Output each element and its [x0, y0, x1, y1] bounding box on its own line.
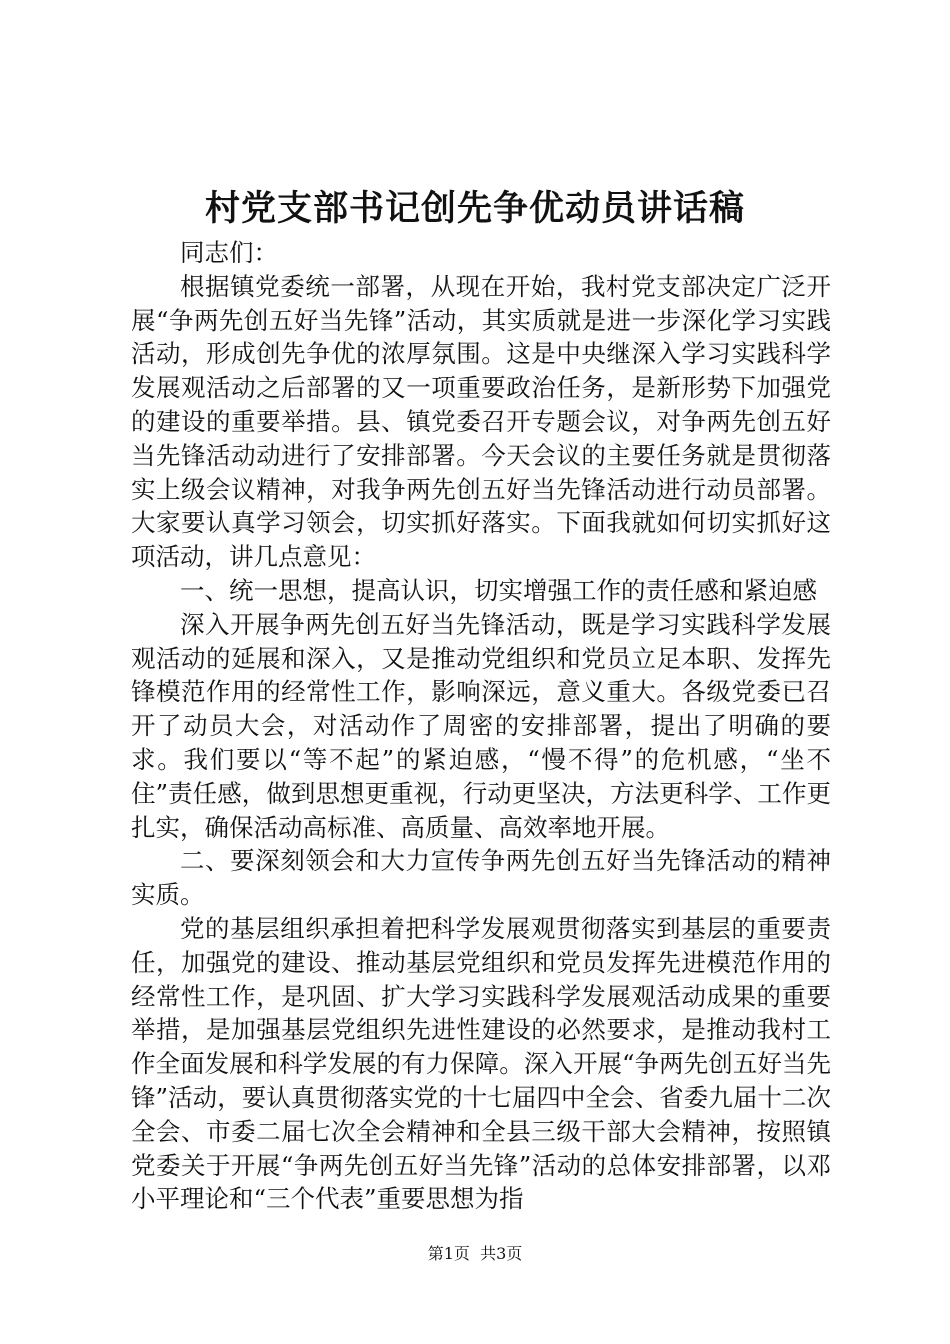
paragraph-section-2: 党的基层组织承担着把科学发展观贯彻落实到基层的重要责任，加强党的建设、推动基层党组织和党员发挥先进模范作用的经常性工作，是巩固、扩大学习实践科学发展观活动成果的重要举措，是加强基层党组织先进性建设的必然要求，是推动我村工作全面发展和科学发展的有力保障。深入开展“争两先创五好当先锋”活动，要认真贯彻落实党的十七届四中全会、省委九届十二次全会、市委二届七次全会精神和全县三级干部大会精神，按照镇党委关于开展“争两先创五好当先锋”活动的总体安排部署，以邓小平理论和“三个代表”重要思想为指: [131, 913, 831, 1214]
section-heading-1: 一、统一思想，提高认识，切实增强工作的责任感和紧迫感: [180, 575, 817, 605]
document-body: [131, 236, 831, 1216]
paragraph-intro: 根据镇党委统一部署，从现在开始，我村党支部决定广泛开展“争两先创五好当先锋”活动，其实质就是进一步深化学习实践活动，形成创先争优的浓厚氛围。这是中央继深入学习实践科学发展观活动之后部署的又一项重要政治任务，是新形势下加强党的建设的重要举措。县、镇党委召开专题会议，对争两先创五好当先锋活动动进行了安排部署。今天会议的主要任务就是贯彻落实上级会议精神，对我争两先创五好当先锋活动进行动员部署。大家要认真学习领会，切实抓好落实。下面我就如何切实抓好这项活动，讲几点意见：: [131, 271, 831, 572]
page-number: 第1页: [427, 1244, 470, 1263]
section-heading-2: 二、要深刻领会和大力宣传争两先创五好当先锋活动的精神实质。: [131, 846, 831, 910]
paragraph-section-1: 深入开展争两先创五好当先锋活动，既是学习实践科学发展观活动的延展和深入，又是推动党组织和党员立足本职、发挥先锋模范作用的经常性工作，影响深远，意义重大。各级党委已召开了动员大会，对活动作了周密的安排部署，提出了明确的要求。我们要以“等不起”的紧迫感，“慢不得”的危机感，“坐不住”责任感，做到思想更重视，行动更坚决，方法更科学、工作更扎实，确保活动高标准、高质量、高效率地开展。: [131, 609, 831, 842]
salutation: 同志们：: [180, 238, 278, 267]
page-footer: [0, 1243, 950, 1265]
page-total: 共3页: [480, 1244, 523, 1263]
document-title: 村党支部书记创先争优动员讲话稿: [204, 188, 745, 229]
